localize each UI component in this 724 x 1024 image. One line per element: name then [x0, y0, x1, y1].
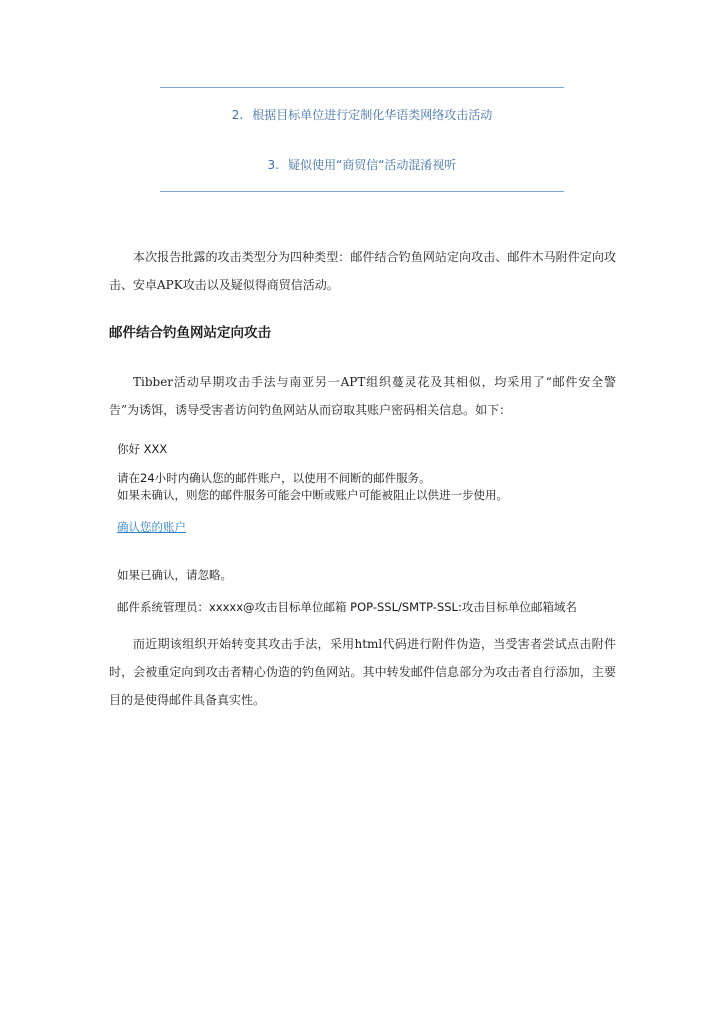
toc-top-rule [160, 87, 564, 88]
toc-item-3[interactable] [160, 157, 564, 173]
email-line-2: 如果未确认，则您的邮件服务可能会中断或账户可能被阻止以供进一步使用。 [117, 488, 508, 502]
email-signature: 邮件系统管理员：xxxxx@攻击目标单位邮箱 POP-SSL/SMTP-SSL:攻击目标单位邮箱域名 [117, 600, 577, 614]
section-heading: 邮件结合钓鱼网站定向攻击 [109, 325, 271, 341]
intro-paragraph: 本次报告批露的攻击类型分为四种类型：邮件结合钓鱼网站定向攻击、邮件木马附件定向攻击、安卓APK攻击以及疑似得商贸信活动。 [109, 250, 616, 292]
toc-bottom-rule [160, 191, 564, 192]
email-greeting: 你好 XXX [117, 442, 168, 456]
toc-item-label: 根据目标单位进行定制化华语类网络攻击活动 [252, 108, 493, 122]
email-confirm-account-link[interactable]: 确认您的账户 [117, 520, 186, 534]
toc-item-number: 2. [231, 108, 244, 122]
section-paragraph-2: 而近期该组织开始转变其攻击手法，采用html代码进行附件伪造，当受害者尝试点击附件时，会被重定向到攻击者精心伪造的钓鱼网站。其中转发邮件信息部分为攻击者自行添加，主要目的是使得邮件具备真实性。 [109, 637, 616, 707]
section-paragraph-1: Tibber活动早期攻击手法与南亚另一APT组织蔓灵花及其相似，均采用了“邮件安全警告”为诱饵，诱导受害者访问钓鱼网站从而窃取其账户密码相关信息。如下： [109, 375, 616, 417]
toc-item-number: 3. [267, 158, 279, 172]
email-confirmed-note: 如果已确认，请忽略。 [117, 568, 232, 582]
toc-item-2[interactable] [160, 107, 564, 123]
toc-item-label: 疑似使用“商贸信“活动混淆视听 [288, 158, 457, 172]
email-line-1: 请在24小时内确认您的邮件账户，以使用不间断的邮件服务。 [117, 471, 431, 485]
